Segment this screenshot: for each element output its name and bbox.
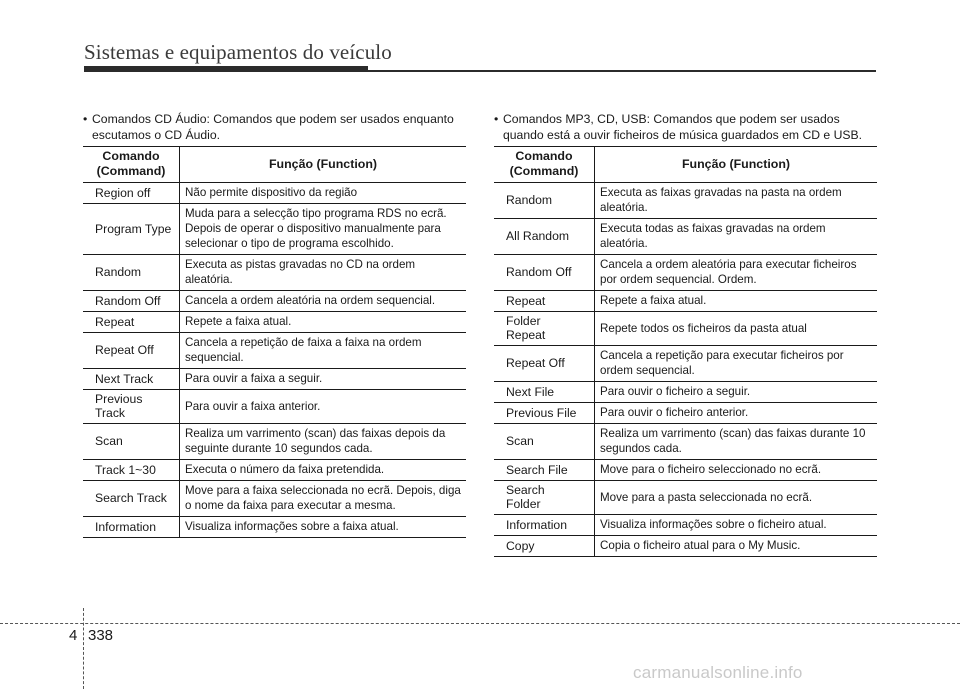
table-row [83,312,466,333]
command-cell: Track 1~30 [83,460,180,481]
table-row [83,424,466,460]
table-row [83,255,466,291]
function-cell: Cancela a repetição de faixa a faixa na ordem sequencial. [180,333,467,369]
function-cell: Move para a pasta seleccionada no ecrã. [595,481,878,515]
page-header-title: Sistemas e equipamentos do veículo [84,40,392,64]
section-number: 4 [69,627,78,644]
command-cell: Random Off [83,291,180,312]
command-cell: Random [83,255,180,291]
function-cell: Realiza um varrimento (scan) das faixas depois da seguinte durante 10 segundos cada. [180,424,467,460]
column-header-command: Comando (Command) [83,147,180,183]
function-cell: Repete todos os ficheiros da pasta atual [595,312,878,346]
command-cell: Next File [494,382,595,403]
function-cell: Copia o ficheiro atual para o My Music. [595,536,878,557]
command-cell: Previous Track [83,390,180,424]
command-cell: Repeat [83,312,180,333]
column-header-function: Função (Function) [595,147,878,183]
function-cell: Executa as pistas gravadas no CD na ordem aleatória. [180,255,467,291]
function-cell: Para ouvir o ficheiro a seguir. [595,382,878,403]
table-header-row [83,147,466,183]
function-cell: Move para a faixa seleccionada no ecrã. Depois, diga o nome da faixa para executar a mesma. [180,481,467,517]
table-row [83,369,466,390]
function-cell: Repete a faixa atual. [595,291,878,312]
command-cell: Previous File [494,403,595,424]
table-row [494,481,877,515]
table-header-row [494,147,877,183]
table-row [494,515,877,536]
command-cell: Random Off [494,255,595,291]
function-cell: Cancela a repetição para executar ficheiros por ordem sequencial. [595,346,878,382]
table-row [83,390,466,424]
table-row [83,333,466,369]
table-row [494,219,877,255]
mp3-cd-usb-commands-section [494,111,877,557]
table-row [494,183,877,219]
function-cell: Repete a faixa atual. [180,312,467,333]
cd-audio-table-body [83,183,466,538]
mp3-cd-usb-intro [494,111,877,143]
command-cell: Program Type [83,204,180,255]
table-row [83,204,466,255]
mp3-cd-usb-command-table [494,146,877,557]
table-row [494,424,877,460]
command-cell: All Random [494,219,595,255]
function-cell: Move para o ficheiro seleccionado no ecrã. [595,460,878,481]
column-header-command: Comando (Command) [494,147,595,183]
command-cell: Copy [494,536,595,557]
table-row [494,291,877,312]
function-cell: Para ouvir a faixa a seguir. [180,369,467,390]
mp3-cd-usb-intro-text: Comandos MP3, CD, USB: Comandos que podem ser usados quando está a ouvir ficheiros de música guardados em CD e USB. [503,112,863,142]
command-cell: Random [494,183,595,219]
header-rule [84,70,876,72]
function-cell: Para ouvir a faixa anterior. [180,390,467,424]
mp3-cd-usb-table-body [494,183,877,557]
command-cell: Scan [494,424,595,460]
command-cell: Search Folder [494,481,595,515]
function-cell: Cancela a ordem aleatória para executar ficheiros por ordem sequencial. Ordem. [595,255,878,291]
table-row [83,481,466,517]
cd-audio-intro [83,111,466,143]
bullet-icon: • [494,112,499,126]
function-cell: Realiza um varrimento (scan) das faixas durante 10 segundos cada. [595,424,878,460]
function-cell: Muda para a selecção tipo programa RDS no ecrã. Depois de operar o dispositivo manualmente para selecionar o tipo de programa escolhido. [180,204,467,255]
table-row [494,255,877,291]
function-cell: Visualiza informações sobre o ficheiro atual. [595,515,878,536]
function-cell: Cancela a ordem aleatória na ordem sequencial. [180,291,467,312]
command-cell: Next Track [83,369,180,390]
cd-audio-command-table [83,146,466,538]
command-cell: Region off [83,183,180,204]
function-cell: Executa o número da faixa pretendida. [180,460,467,481]
table-row [494,460,877,481]
function-cell: Executa as faixas gravadas na pasta na ordem aleatória. [595,183,878,219]
function-cell: Executa todas as faixas gravadas na ordem aleatória. [595,219,878,255]
command-cell: Search Track [83,481,180,517]
command-cell: Scan [83,424,180,460]
column-header-function: Função (Function) [180,147,467,183]
table-row [494,382,877,403]
table-row [83,517,466,538]
table-row [494,403,877,424]
function-cell: Para ouvir o ficheiro anterior. [595,403,878,424]
command-cell: Information [83,517,180,538]
table-row [494,346,877,382]
command-cell: Repeat [494,291,595,312]
command-cell: Search File [494,460,595,481]
function-cell: Visualiza informações sobre a faixa atual. [180,517,467,538]
table-row [494,312,877,346]
function-cell: Não permite dispositivo da região [180,183,467,204]
table-row [83,460,466,481]
command-cell: Repeat Off [83,333,180,369]
table-row [83,291,466,312]
table-row [494,536,877,557]
page-number: 338 [88,627,114,644]
watermark: carmanualsonline.info [633,663,803,682]
command-cell: Folder Repeat [494,312,595,346]
footer-vertical-rule [83,608,84,689]
cd-audio-intro-text: Comandos CD Áudio: Comandos que podem ser usados enquanto escutamos o CD Áudio. [92,112,454,142]
command-cell: Information [494,515,595,536]
command-cell: Repeat Off [494,346,595,382]
bullet-icon: • [83,112,88,126]
footer-rule [0,623,960,624]
table-row [83,183,466,204]
cd-audio-commands-section [83,111,466,538]
